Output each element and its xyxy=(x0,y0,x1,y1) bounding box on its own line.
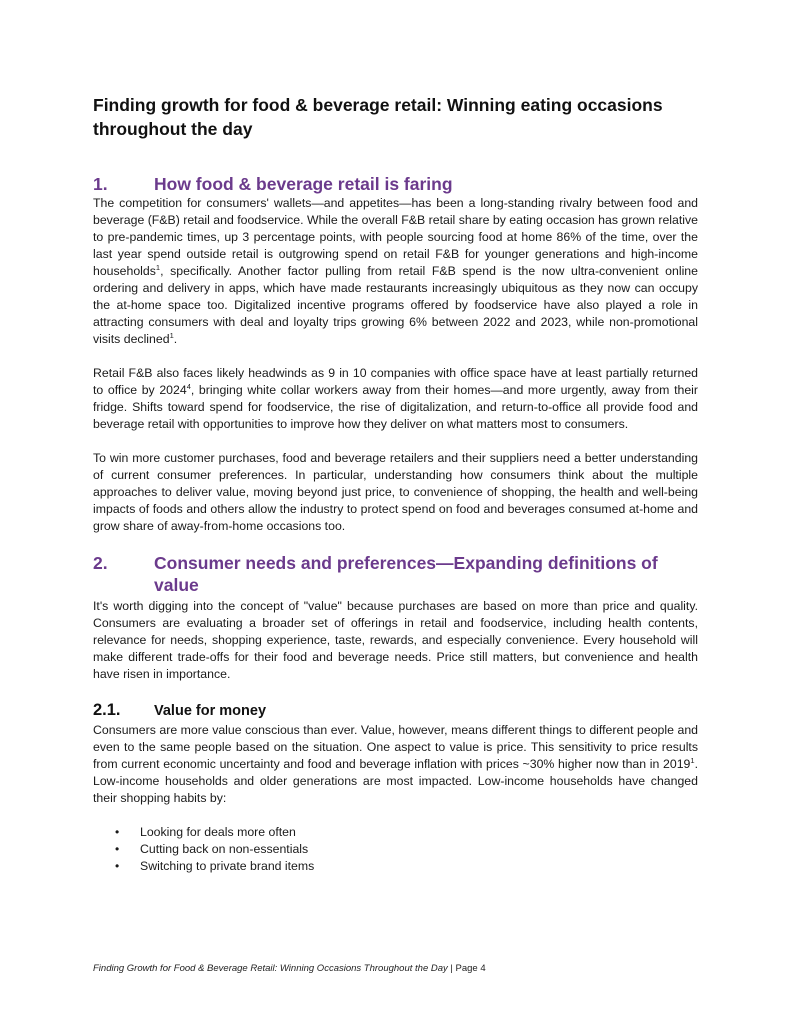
section-2-1-paragraph-1: Consumers are more value conscious than ever. Value, however, means different things to different people and even to the same people based on the situation. One aspect to value is price. This sensitivity to price results from current economic uncertainty and food and beverage inflation with prices ~30% higher now than in 2019$^1$. Low-income households and older generations are most impacted. Low-income households have changed their shopping habits by: xyxy=(93,723,698,805)
document-page xyxy=(93,93,698,875)
section-1-heading xyxy=(93,173,698,195)
section-2-number: 2. xyxy=(93,553,108,573)
bullet-list xyxy=(93,824,698,875)
section-1-paragraph-3: To win more customer purchases, food and beverage retailers and their suppliers need a better understanding of current consumer preferences. In particular, understanding how consumers think about the multiple approaches to deliver value, moving beyond just price, to convenience of shopping, the health and well-being impacts of foods and others allow the industry to protect spend on food and beverages consumed at-home and grow share of away-from-home occasions too. xyxy=(93,451,698,533)
section-1-number: 1. xyxy=(93,174,108,194)
section-1-title: How food & beverage retail is faring xyxy=(154,174,453,194)
section-2-title: Consumer needs and preferences—Expanding definitions of value xyxy=(154,553,658,595)
section-2-heading xyxy=(93,552,698,596)
list-item: • Cutting back on non-essentials xyxy=(93,841,698,858)
section-2-1-heading xyxy=(93,701,698,720)
section-2-paragraph-1: It's worth digging into the concept of "value" because purchases are based on more than price and quality. Consumers are evaluating a broader set of offerings in retail and foodservice, including health contents, relevance for needs, shopping experience, taste, rewards, and especially convenience. Every household will make different trade-offs for their food and beverage needs. Price still matters, but convenience and health have risen in importance. xyxy=(93,599,698,681)
section-2-1-title: Value for money xyxy=(154,703,267,719)
footnote-ref: 1 xyxy=(155,262,161,272)
list-item: • Switching to private brand items xyxy=(93,858,698,875)
footnote-ref: 1 xyxy=(169,330,174,340)
footer-page-number: | Page 4 xyxy=(447,963,486,974)
section-2-1-number: 2.1. xyxy=(93,701,121,719)
footnote-ref: 4 xyxy=(186,381,191,391)
section-1-paragraph-1: The competition for consumers' wallets—and appetites—has been a long-standing rivalry between food and beverage (F&B) retail and foodservice. While the overall F&B retail share by eating occasion has grown relative to pre-pandemic times, up 3 percentage points, with people sourcing food at home 86% of the time, over the last year spend outside retail is outgrowing spend on retail F&B for younger generations and high-income households$^1$, specifically. Another factor pulling from retail F&B spend is the now ultra-convenient online ordering and delivery in apps, which have made restaurants increasingly ubiquitous as they now can occupy the at-home space too. Digitalized incentive programs offered by foodservice have also played a role in attracting consumers with deal and loyalty trips growing 6% between 2022 and 2023, while non-promotional visits declined$^1$. xyxy=(93,196,698,346)
document-title: Finding growth for food & beverage retail: Winning eating occasions throughout the day xyxy=(93,95,663,139)
footer-title: Finding Growth for Food & Beverage Retail: Winning Occasions Throughout the Day xyxy=(93,963,448,974)
page-footer xyxy=(93,963,486,974)
section-1-paragraph-2: Retail F&B also faces likely headwinds as 9 in 10 companies with office space have at least partially returned to office by 2024$^4$, bringing white collar workers away from their homes—and more urgently, away from their fridge. Shifts toward spend for foodservice, the rise of digitalization, and return-to-office all provide food and beverage retail with opportunities to improve how they deliver on what matters most to consumers. xyxy=(93,366,698,431)
footnote-ref: 1 xyxy=(690,755,695,765)
list-item: • Looking for deals more often xyxy=(93,824,698,841)
